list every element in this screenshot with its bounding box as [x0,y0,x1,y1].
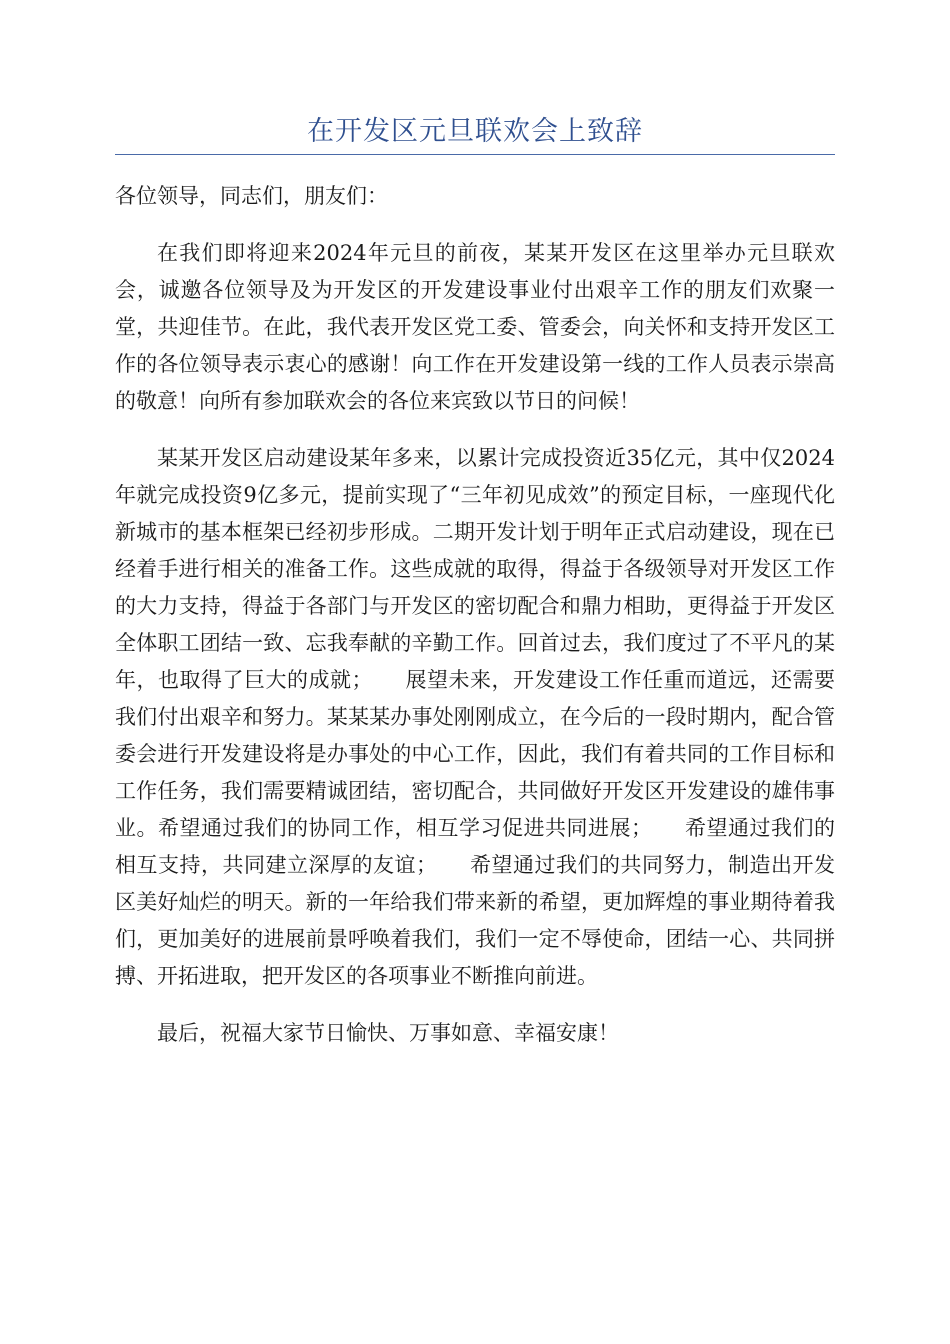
document-body [115,178,835,1072]
paragraph-closing: 最后，祝福大家节日愉快、万事如意、幸福安康！ [157,1021,619,1045]
document-title: 在开发区元旦联欢会上致辞 [307,116,643,147]
paragraph-achievements: 某某开发区启动建设某年多来，以累计完成投资近35亿元，其中仅2024年就完成投资9亿多元，提前实现了“三年初见成效”的预定目标，一座现代化新城市的基本框架已经初步形成。二期开发计划于明年正式启动建设，现在已经着手进行相关的准备工作。这些成就的取得，得益于各级领导对开发区工作的大力支持，得益于各部门与开发区的密切配合和鼎力相助，更得益于开发区全体职工团结一致、忘我奉献的辛勤工作。回首过去，我们度过了不平凡的某年，也取得了巨大的成就； 展望未来，开发建设工作任重而道远，还需要我们付出艰辛和努力。某某某办事处刚刚成立，在今后的一段时期内，配合管委会进行开发建设将是办事处的中心工作，因此，我们有着共同的工作目标和工作任务，我们需要精诚团结，密切配合，共同做好开发区开发建设的雄伟事业。希望通过我们的协同工作，相互学习促进共同进展； 希望通过我们的相互支持，共同建立深厚的友谊； 希望通过我们的共同努力，制造出开发区美好灿烂的明天。新的一年给我们带来新的希望，更加辉煌的事业期待着我们，更加美好的进展前景呼唤着我们，我们一定不辱使命，团结一心、共同拼搏、开拓进取，把开发区的各项事业不断推向前进。 [115,446,835,988]
salutation: 各位领导，同志们，朋友们： [115,184,388,208]
paragraph-opening: 在我们即将迎来2024年元旦的前夜，某某开发区在这里举办元旦联欢会，诚邀各位领导及为开发区的开发建设事业付出艰辛工作的朋友们欢聚一堂，共迎佳节。在此，我代表开发区党工委、管委会，向关怀和支持开发区工作的各位领导表示衷心的感谢！向工作在开发建设第一线的工作人员表示崇高的敬意！向所有参加联欢会的各位来宾致以节日的问候！ [115,241,835,413]
title-underline [115,154,835,155]
